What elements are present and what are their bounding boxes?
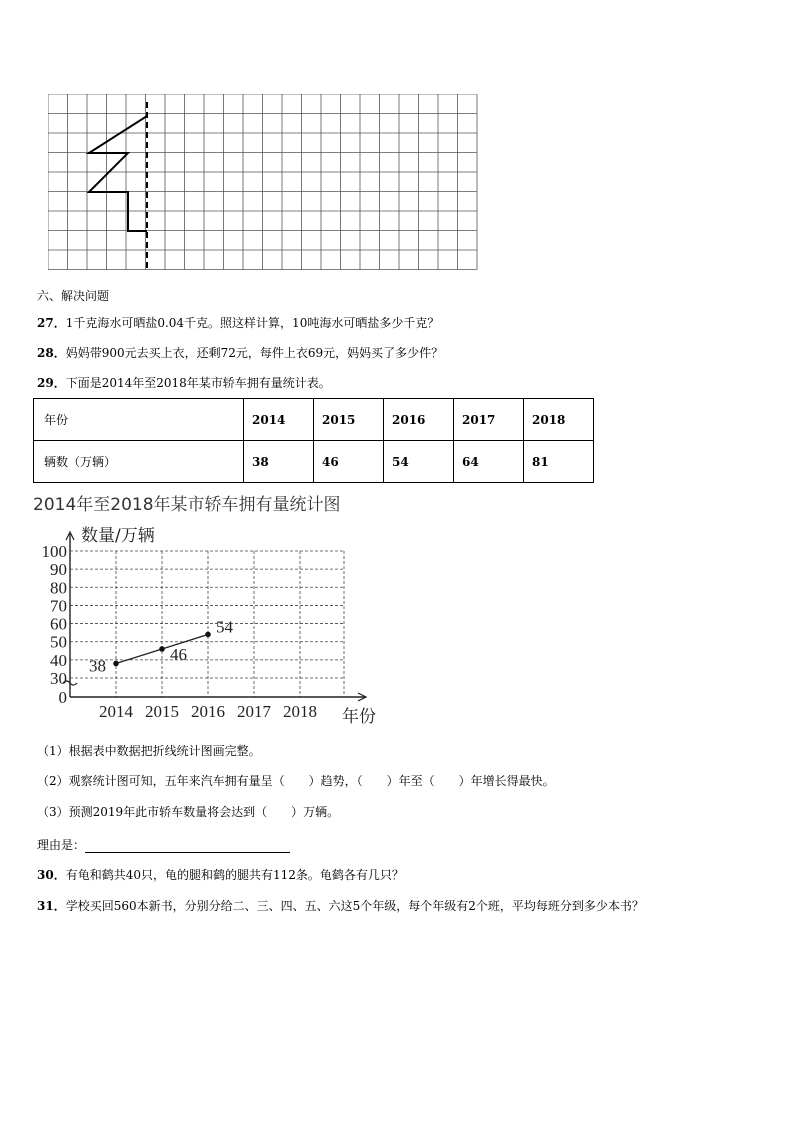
symmetry-grid-figure: [48, 94, 480, 272]
question-number: 31．: [37, 899, 66, 913]
data-label: 54: [216, 617, 233, 637]
y-tick-label: 40: [50, 650, 67, 670]
y-tick-label: 80: [50, 578, 67, 598]
x-tick-label: 2017: [237, 702, 271, 721]
count-cell: 38: [244, 441, 314, 483]
table-header-label: 年份: [34, 399, 244, 441]
year-cell: 2014: [244, 399, 314, 441]
y-zero-label: 0: [58, 688, 67, 707]
year-cell: 2018: [524, 399, 594, 441]
question-text: 下面是2014年至2018年某市轿车拥有量统计表。: [65, 376, 331, 390]
question-31: [37, 897, 644, 914]
data-point: [159, 646, 165, 652]
y-tick-label: 100: [41, 542, 67, 561]
x-tick-label: 2018: [283, 702, 317, 721]
y-tick-label: 60: [50, 614, 67, 634]
answer-blank[interactable]: [85, 840, 290, 853]
year-cell: 2015: [314, 399, 384, 441]
x-tick-label: 2014: [99, 702, 133, 721]
y-tick-label: 50: [50, 632, 67, 652]
y-tick-label: 30: [50, 669, 67, 688]
reason-label: 理由是：: [37, 838, 86, 852]
section-heading: 六、解决问题: [37, 289, 110, 303]
table-row: [34, 399, 594, 441]
question-number: 28．: [37, 346, 66, 360]
table-row: [34, 441, 594, 483]
question-number: 30．: [37, 868, 66, 882]
x-tick-label: 2016: [191, 702, 225, 721]
statistics-table: [33, 398, 594, 483]
question-text: 妈妈带900元去买上衣，还剩72元，每件上衣69元，妈妈买了多少件？: [65, 346, 444, 360]
x-axis-title: 年份: [342, 707, 376, 727]
year-cell: 2016: [384, 399, 454, 441]
count-cell: 64: [454, 441, 524, 483]
y-tick-label: 90: [50, 560, 67, 580]
y-tick-label: 70: [50, 596, 67, 616]
data-label: 46: [170, 644, 187, 664]
question-29: [37, 374, 331, 391]
count-cell: 54: [384, 441, 454, 483]
question-number: 29．: [37, 376, 66, 390]
data-label: 38: [89, 656, 106, 676]
data-point: [205, 632, 211, 638]
data-point: [113, 661, 119, 667]
chart-title: 2014年至2018年某市轿车拥有量统计图: [33, 495, 341, 515]
line-chart: [30, 520, 390, 730]
sub-question-1: （1）根据表中数据把折线统计图画完整。: [37, 744, 261, 758]
table-row-label: 辆数（万辆）: [34, 441, 244, 483]
count-cell: 46: [314, 441, 384, 483]
question-27: [37, 314, 439, 331]
question-text: 有龟和鹤共40只，龟的腿和鹤的腿共有112条。龟鹤各有几只？: [65, 868, 404, 882]
reason-line: [37, 836, 290, 853]
question-30: [37, 866, 404, 883]
question-28: [37, 344, 443, 361]
y-axis-title: 数量/万辆: [81, 526, 155, 546]
grid-lines: [48, 94, 477, 270]
sub-question-3: （3）预测2019年此市轿车数量将会达到（ ）万辆。: [37, 805, 340, 819]
sub-question-2: （2）观察统计图可知，五年来汽车拥有量呈（ ）趋势，（ ）年至（ ）年增长得最快。: [37, 774, 555, 788]
count-cell: 81: [524, 441, 594, 483]
year-cell: 2017: [454, 399, 524, 441]
question-number: 27．: [37, 316, 66, 330]
question-text: 1千克海水可晒盐0.04千克。照这样计算，10吨海水可晒盐多少千克？: [65, 316, 440, 330]
question-text: 学校买回560本新书，分别分给二、三、四、五、六这5个年级，每个年级有2个班，平均每班分到多少本书？: [65, 899, 644, 913]
x-tick-label: 2015: [145, 702, 179, 721]
